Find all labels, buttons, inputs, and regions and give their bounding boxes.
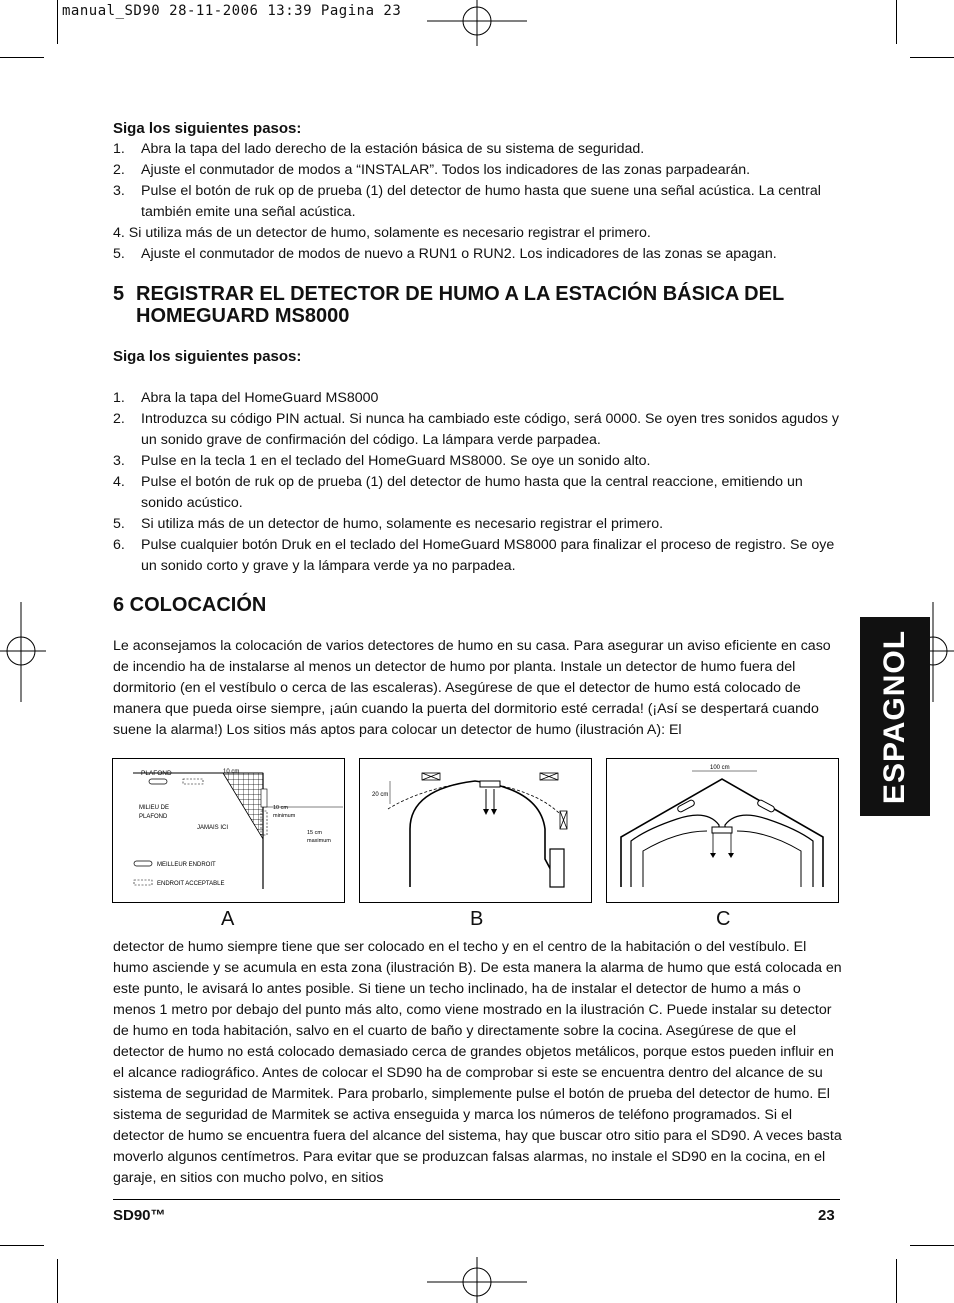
crop-mark	[910, 57, 954, 58]
footer-product: SD90™	[113, 1207, 166, 1224]
list-item: 5. Ajuste el conmutador de modos de nuevo a RUN1 o RUN2. Los indicadores de las zonas se apagan.	[113, 246, 777, 262]
crop-mark	[57, 0, 58, 44]
footer-rule	[113, 1199, 840, 1200]
section4-steps	[113, 139, 841, 223]
figure-c-drawing	[607, 759, 838, 902]
figure-c-label: C	[716, 908, 731, 930]
list-item: 1. Abra la tapa del lado derecho de la estación básica de su sistema de seguridad.	[113, 141, 645, 157]
crop-mark	[0, 57, 44, 58]
section6-paragraph-1: Le aconsejamos la colocación de varios detectores de humo en su casa. Para asegurar un aviso eficiente en caso de incendio ha de instalarse al menos un detector de humo por planta. Instale un detector de humo fuera del dormitorio (en el vestíbulo o cerca de las escaleras). Asegúrese de que el detector de humo está colocado de manera que pueda oirse siempre, ¡aún cuando la puerta del dormitorio esté cerrada! (¡Así se despertará cuando suene la alarma!) Los sitios más aptos para colocar un detector de humo (ilustración A): El	[113, 638, 831, 738]
figure-b	[359, 758, 592, 903]
list-item: 3. Pulse el botón de ruk op de prueba (1) del detector de humo hasta que suene una señal acústica. La central también emite una señal acústica.	[113, 183, 821, 220]
section4-subheading: Siga los siguientes pasos:	[113, 120, 302, 137]
crop-mark	[0, 1245, 44, 1246]
min-label-2: minimum	[273, 813, 296, 819]
list-item-inline: 4. Si utiliza más de un detector de humo, solamente es necesario registrar el primero.	[113, 225, 651, 241]
list-item: 3. Pulse en la tecla 1 en el teclado del HomeGuard MS8000. Se oye un sonido alto.	[113, 453, 651, 469]
crop-mark	[896, 0, 897, 44]
list-item: 1. Abra la tapa del HomeGuard MS8000	[113, 390, 379, 406]
section5-subheading: Siga los siguientes pasos:	[113, 348, 302, 365]
plafond-label: PLAFOND	[141, 770, 172, 777]
list-item: 6. Pulse cualquier botón Druk en el teclado del HomeGuard MS8000 para finalizar el proceso de registro. Se oye un sonido corto y grave y la lámpara verde ya no parpadea.	[113, 537, 835, 574]
dim-label: 100 cm	[710, 765, 730, 771]
figure-a-drawing	[113, 759, 344, 902]
crop-mark	[896, 1259, 897, 1303]
print-slug: manual_SD90 28-11-2006 13:39 Pagina 23	[62, 3, 402, 19]
language-tab-label: ESPAGNOL	[878, 629, 911, 804]
list-item: 5. Si utiliza más de un detector de humo, solamente es necesario registrar el primero.	[113, 516, 664, 532]
list-item: 2. Introduzca su código PIN actual. Si nunca ha cambiado este código, será 0000. Se oyen tres sonidos agudos y un sonido grave de confirmación del código. La lámpara verde parpadea.	[113, 411, 839, 448]
dim-label: 20 cm	[372, 792, 389, 798]
jamais-label: JAMAIS ICI	[197, 825, 229, 831]
milieu-label-1: MILIEU DE	[139, 805, 170, 811]
section4-steps-end	[113, 244, 841, 265]
max-label-1: 15 cm	[307, 830, 322, 836]
crop-mark	[910, 1245, 954, 1246]
min-label-1: 10 cm	[273, 805, 288, 811]
figure-a	[112, 758, 345, 903]
registration-mark-top	[427, 0, 527, 48]
page-content	[113, 118, 841, 741]
best-label: MEILLEUR ENDROIT	[157, 862, 216, 868]
language-tab	[860, 617, 930, 816]
registration-mark-bottom	[427, 1255, 527, 1303]
acceptable-label: ENDROIT ACCEPTABLE	[157, 881, 225, 887]
figure-c	[606, 758, 839, 903]
dim-10cm-label: 10 cm	[223, 769, 240, 775]
section5-steps	[113, 388, 841, 577]
page-number: 23	[818, 1207, 835, 1224]
figure-a-label: A	[221, 908, 235, 930]
figure-b-label: B	[470, 908, 484, 930]
crop-mark	[57, 1259, 58, 1303]
figure-b-drawing	[360, 759, 591, 902]
list-item: 4. Pulse el botón de ruk op de prueba (1) del detector de humo hasta que la central reaccione, emitiendo un sonido acústico.	[113, 474, 803, 511]
milieu-label-2: PLAFOND	[139, 814, 168, 820]
section6-heading: 6 COLOCACIÓN	[113, 594, 267, 616]
list-item: 2. Ajuste el conmutador de modos a “INSTALAR”. Todos los indicadores de las zonas parpadearán.	[113, 162, 751, 178]
section5-heading: 5 REGISTRAR EL DETECTOR DE HUMO A LA ESTACIÓN BÁSICA DEL HOMEGUARD MS8000	[113, 283, 784, 327]
section6-paragraph-2: detector de humo siempre tiene que ser colocado en el techo y en el centro de la habitación o del vestíbulo. El humo asciende y se acumula en esta zona (ilustración B). De esta manera la alarma de humo que está colocada en este punto, le avisará lo antes posible. Si tiene un techo inclinado, ha de instalar el detector de humo a más o menos 1 metro por debajo del punto más alto, como viene mostrado en la ilustración C. Puede instalar su detector de humo en toda habitación, salvo en el cuarto de baño y directamente sobre la cocina. Asegúrese de que el detector de humo no está colocado demasiado cerca de grandes objetos metálicos, porque estos pueden influir en el alcance radiográfico. Antes de colocar el SD90 ha de comprobar si este se encuentra dentro del alcance de su sistema de seguridad de Marmitek. Para probarlo, simplemente pulse el botón de prueba del detector de humo. El sistema de seguridad de Marmitek se activa enseguida y marca los números de teléfono programados. Si el detector de humo se encuentra fuera del alcance del sistema, hay que buscar otro sitio para el SD90. A veces basta moverlo algunos centímetros. Para evitar que se produzcan falsas alarmas, no instale el SD90 en la cocina, en el garaje, en sitios con mucho polvo, en sitios	[113, 939, 842, 1186]
max-label-2: maximum	[307, 838, 331, 844]
registration-mark-left	[0, 602, 48, 702]
